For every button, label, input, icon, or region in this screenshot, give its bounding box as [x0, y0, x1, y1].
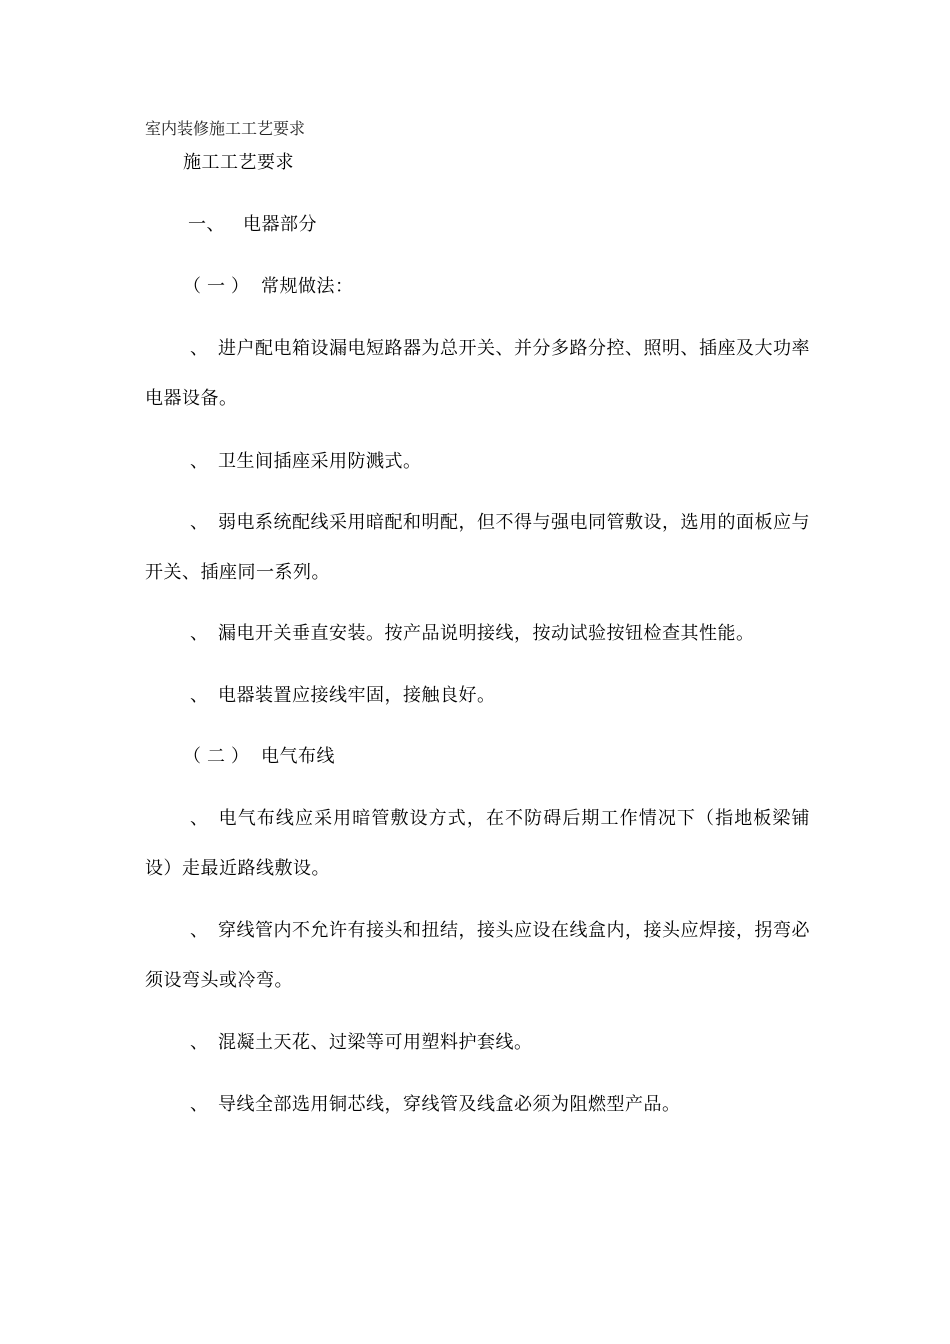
list-item-text: 导线全部选用铜芯线，穿线管及线盒必须为阻燃型产品。	[218, 1094, 681, 1115]
subsection-title: 常规做法：	[261, 276, 354, 297]
list-item-marker: 、	[190, 1032, 209, 1053]
list-item-text: 卫生间插座采用防溅式。	[218, 451, 422, 472]
list-item-text: 漏电开关垂直安装。按产品说明接线，按动试验按钮检查其性能。	[218, 623, 755, 644]
list-item-marker: 、	[190, 685, 209, 706]
chapter-title: 电器部分	[243, 214, 317, 235]
subsection-heading-2	[183, 745, 335, 769]
list-item	[145, 609, 810, 659]
list-item-text: 电气布线应采用暗管敷设方式，在不防碍后期工作情况下（指地板梁铺设）走最近路线敷设。	[145, 808, 810, 879]
list-item-text: 弱电系统配线采用暗配和明配，但不得与强电同管敷设，选用的面板应与开关、插座同一系列。	[145, 512, 810, 583]
subsection-title: 电气布线	[261, 746, 335, 767]
chapter-heading	[188, 213, 317, 237]
list-item-marker: 、	[190, 1094, 209, 1115]
list-item	[145, 794, 810, 894]
list-item-text: 进户配电箱设漏电短路器为总开关、并分多路分控、照明、插座及大功率电器设备。	[145, 338, 810, 409]
list-item-marker: 、	[190, 920, 209, 941]
list-item	[145, 498, 810, 598]
section-title: 施工工艺要求	[183, 152, 294, 173]
list-item	[145, 324, 810, 424]
list-item	[145, 1018, 810, 1068]
list-item	[145, 906, 810, 1006]
list-item-marker: 、	[190, 451, 209, 472]
subsection-marker: （一）	[183, 276, 255, 297]
list-item	[145, 671, 810, 721]
list-item-marker: 、	[190, 512, 209, 533]
subsection-marker: （二）	[183, 746, 255, 767]
document-header-title: 室内装修施工工艺要求	[145, 119, 306, 138]
list-item	[145, 1080, 810, 1130]
chapter-marker: 一、	[188, 214, 225, 235]
list-item	[145, 437, 810, 487]
list-item-marker: 、	[190, 808, 209, 829]
list-item-text: 混凝土天花、过梁等可用塑料护套线。	[218, 1032, 533, 1053]
list-item-text: 穿线管内不允许有接头和扭结，接头应设在线盒内，接头应焊接，拐弯必须设弯头或冷弯。	[145, 920, 810, 991]
list-item-marker: 、	[190, 338, 209, 359]
list-item-marker: 、	[190, 623, 209, 644]
list-item-text: 电器装置应接线牢固，接触良好。	[218, 685, 496, 706]
subsection-heading-1	[183, 275, 354, 299]
